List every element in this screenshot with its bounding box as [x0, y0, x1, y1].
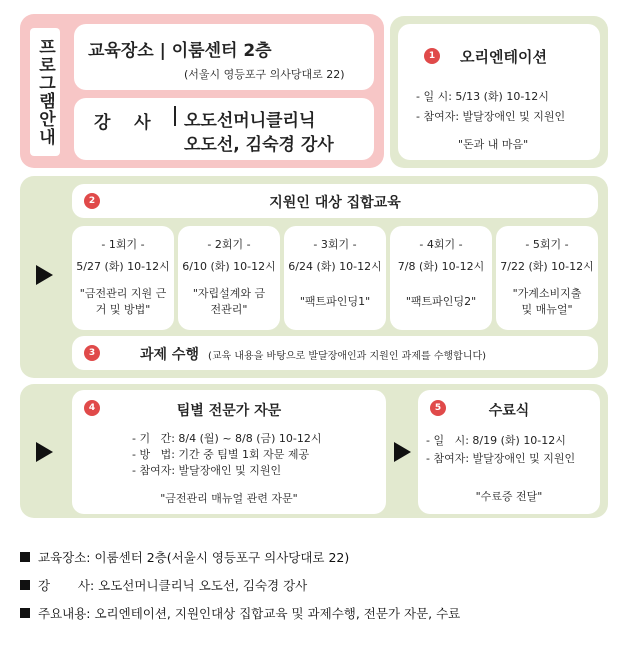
- summary-text: 주요내용: 오리엔테이션, 지원인대상 집합교육 및 과제수행, 전문가 자문, 수료: [38, 606, 461, 621]
- completion-quote: "수료증 전달": [475, 490, 543, 503]
- summary-item-content: [20, 604, 460, 622]
- summary-text: 강 사: 오도선머니클리닉 오도선, 김숙경 강사: [38, 578, 308, 593]
- orientation-participants: - 참여자: 발달장애인 및 지원인: [416, 110, 566, 123]
- homework-bar: [72, 336, 598, 370]
- step-4-badge: 4: [84, 400, 100, 416]
- orientation-quote: "돈과 내 마음": [458, 138, 529, 151]
- session-card-1: [72, 226, 174, 330]
- lecturer-box: [74, 98, 374, 160]
- lecturer-org: 오도선머니클리닉: [184, 111, 316, 131]
- completion-title: 수료식: [488, 403, 530, 419]
- orientation-box: [398, 24, 600, 160]
- completion-date: - 일 시: 8/19 (화) 10-12시: [426, 434, 566, 447]
- session-topic: "금전관리 지원 근거 및 방법": [79, 287, 167, 316]
- completion-participants: - 참여자: 발달장애인 및 지원인: [426, 452, 576, 465]
- expert-title: 팀별 전문가 자문: [176, 403, 282, 419]
- session-round: - 4회기 -: [419, 238, 463, 251]
- orientation-title: 오리엔테이션: [460, 48, 547, 66]
- expert-box: [72, 390, 386, 514]
- square-bullet-icon: [20, 580, 30, 590]
- homework-title: 과제 수행: [140, 347, 199, 363]
- collective-title-bar: [72, 184, 598, 218]
- session-date: 5/27 (화) 10-12시: [76, 260, 170, 273]
- session-round: - 5회기 -: [525, 238, 569, 251]
- session-card-2: [178, 226, 280, 330]
- session-round: - 2회기 -: [207, 238, 251, 251]
- location-address: (서울시 영등포구 의사당대로 22): [184, 68, 345, 81]
- expert-participants: - 참여자: 발달장애인 및 지원인: [132, 464, 282, 477]
- lecturer-divider: [174, 106, 176, 126]
- summary-item-location: [20, 548, 349, 566]
- session-card-5: [496, 226, 598, 330]
- arrow-right-icon: [394, 442, 411, 462]
- session-date: 7/22 (화) 10-12시: [500, 260, 594, 273]
- summary-text: 교육장소: 이룸센터 2층(서울시 영등포구 의사당대로 22): [38, 550, 350, 565]
- location-box: [74, 24, 374, 90]
- session-date: 6/24 (화) 10-12시: [288, 260, 382, 273]
- expert-quote: "금전관리 매뉴얼 관련 자문": [160, 492, 298, 505]
- program-info-label: 프로그램안내: [30, 28, 60, 156]
- step-5-badge: 5: [430, 400, 446, 416]
- session-topic: "자립설계와 금전관리": [192, 287, 266, 316]
- session-card-3: [284, 226, 386, 330]
- session-topic: "가계소비지출 및 매뉴얼": [512, 287, 582, 316]
- summary-item-lecturer: [20, 576, 307, 594]
- location-label: 교육장소 | 이룸센터 2층: [88, 41, 272, 61]
- square-bullet-icon: [20, 552, 30, 562]
- completion-box: [418, 390, 600, 514]
- session-date: 6/10 (화) 10-12시: [182, 260, 276, 273]
- expert-method: - 방 법: 기간 중 팀별 1회 자문 제공: [132, 448, 310, 461]
- session-topic: "팩트파인딩2": [405, 295, 477, 308]
- lecturer-names: 오도선, 김숙경 강사: [184, 135, 334, 155]
- collective-title: 지원인 대상 집합교육: [269, 195, 401, 211]
- arrow-right-icon: [36, 265, 53, 285]
- homework-description: (교육 내용을 바탕으로 발달장애인과 지원인 과제를 수행합니다): [208, 351, 487, 362]
- expert-period: - 기 간: 8/4 (월) ~ 8/8 (금) 10-12시: [132, 432, 322, 445]
- step-2-badge: 2: [84, 193, 100, 209]
- session-round: - 3회기 -: [313, 238, 357, 251]
- lecturer-key: 강 사: [94, 113, 151, 133]
- square-bullet-icon: [20, 608, 30, 618]
- session-date: 7/8 (화) 10-12시: [397, 260, 485, 273]
- step-1-badge: 1: [424, 48, 440, 64]
- session-round: - 1회기 -: [101, 238, 145, 251]
- step-3-badge: 3: [84, 345, 100, 361]
- orientation-date: - 일 시: 5/13 (화) 10-12시: [416, 90, 549, 103]
- arrow-right-icon: [36, 442, 53, 462]
- session-topic: "팩트파인딩1": [299, 295, 371, 308]
- session-card-4: [390, 226, 492, 330]
